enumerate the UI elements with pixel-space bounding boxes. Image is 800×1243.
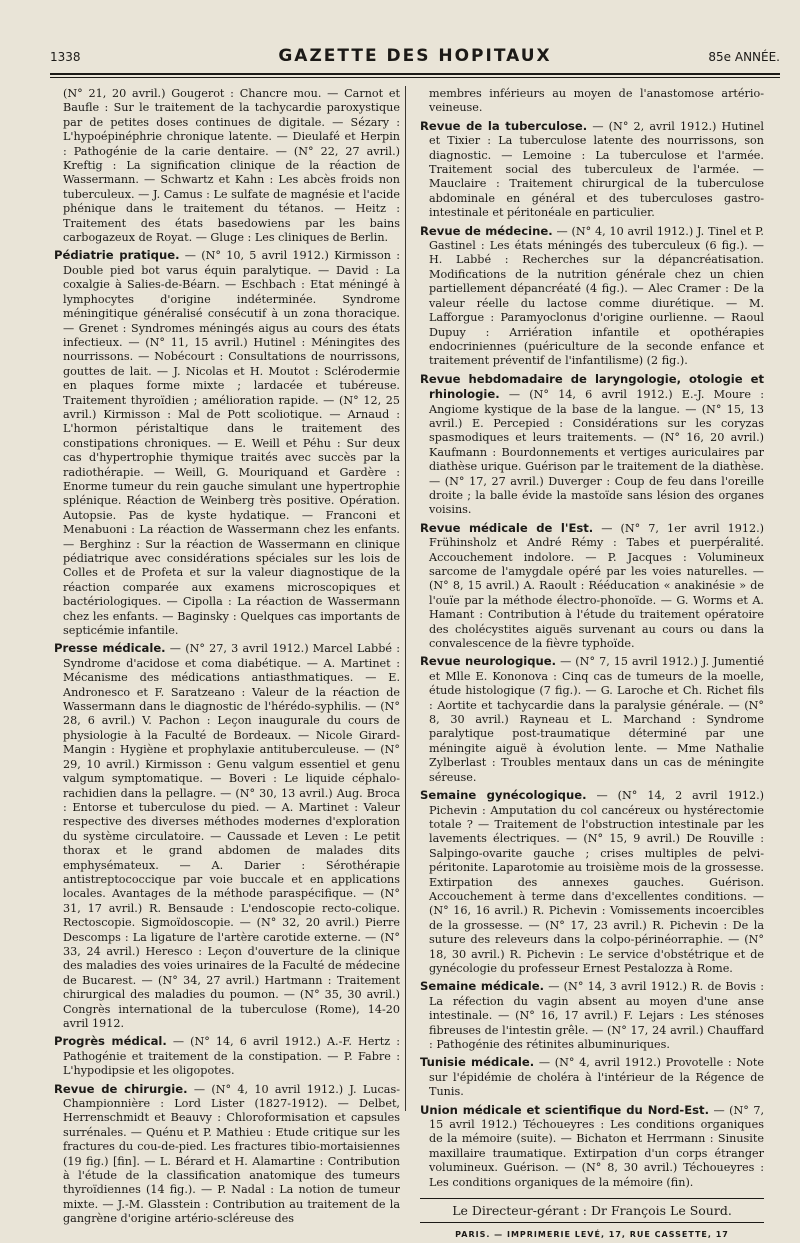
journal-name: Semaine médicale.: [420, 979, 545, 994]
journal-name: Union médicale et scientifique du Nord-Est.: [420, 1102, 709, 1117]
entry: [420, 86, 764, 116]
entry-text: — (N° 2, avril 1912.) Hutinel et Tixier : La tuberculose latente des nourrissons, son diagnostic. — Lemoine : La tuberculose et l'armée. Traitement social des tuberculeux de l'armée. — Mauclaire : Traitement chirurgical de la tuberculose abdominale en général et des tuberculoses gastro-intestinale et péritonéale en particulier.: [429, 119, 764, 220]
entry: [420, 788, 764, 976]
entry-text: — (N° 14, 6 avril 1912.) E.-J. Moure : Angiome kystique de la base de la langue. — (N° 15, 13 avril.) E. Percepied : Considérations sur les coryzas spasmodiques et leurs traitements. — (N° 16, 20 avril.) Kaufmann : Bourdonnements et vertiges auriculaires par diathèse urique. Guérison par le traitement de la diathèse. — (N° 17, 27 avril.) Duverger : Coup de feu dans l'oreille droite ; la balle évide la mastoïde sans lésion des organes voisins.: [429, 388, 764, 517]
entry: [420, 654, 764, 785]
journal-name: Revue de la tuberculose.: [420, 118, 588, 133]
entry-text: — (N° 14, 6 avril 1912.) A.-F. Hertz : Pathogénie et traitement de la constipation. — P. Fabre : L'hypodipsie et les oligopotes.: [63, 1035, 400, 1078]
journal-name: Revue hebdomadaire de laryngologie, otologie et rhinologie.: [420, 371, 764, 402]
entry-text: — (N° 4, 10 avril 1912.) J. Tinel et P. Gastinel : Les états méningés des tuberculeux (6 fig.). — H. Labbé : Recherches sur la dépancréatisation. Modifications de la nutrition générale chez un chien partiellement dépancréaté (4 fig.). — Alec Cramer : De la valeur réelle du lactose comme diurétique. — M. Lafforgue : Paramyoclonus d'origine ourlienne. — Raoul Dupuy : Arriération infantile et opothérapies endocriniennes (puériculture de la seconde enfance et traitement préventif de l'infantilisme) (2 fig.).: [429, 224, 764, 368]
footer-rule-bottom: [420, 1222, 764, 1223]
entry: [420, 979, 764, 1052]
journal-name: Pédiatrie pratique.: [54, 248, 180, 263]
entry: [420, 521, 764, 652]
entry-text: — (N° 7, 15 avril 1912.) Téchoueyres : Les conditions organiques de la mémoire (suite). — Bichaton et Herrmann : Sinusite maxillaire traumatique. Extirpation d'un corps étranger volumineux. Guérison. — (N° 8, 30 avril.) Téchoueyres : Les conditions organiques de la mémoire (fin).: [429, 1103, 765, 1189]
right-column: [420, 86, 764, 1243]
entry-text: — (N° 7, 15 avril 1912.) J. Jumentié et Mlle E. Kononova : Cinq cas de tumeurs de la moelle, étude histologique (7 fig.). — G. Laroche et Ch. Richet fils : Aortite et tachycardie dans la paralysie générale. — (N° 8, 30 avril.) Rayneau et L. Marchand : Syndrome paralytique post-traumatique déterminé par une méningite aiguë à évolution lente. — Mme Nathalie Zylberlast : Troubles mentaux dans un cas de méningite séreuse.: [429, 655, 764, 784]
entry-text: — (N° 14, 2 avril 1912.) Pichevin : Amputation du col cancéreux ou hystérectomie totale ? — Traitement de l'obstruction intestinale par les lavements électriques. — (N° 15, 9 avril.) De Rouville : Salpingo-ovarite gauche ; crises multiples de pelvi-péritonite. Laparotomie au troisième mois de la grossesse. Extirpation des annexes gauches. Guérison. Accouchement à terme dans d'excellentes conditions. — (N° 16, 16 avril.) R. Pichevin : Vomissements incoercibles de la grossesse. — (N° 17, 23 avril.) R. Pichevin : De la suture des releveurs dans la colpo-périnéorraphie. — (N° 18, 30 avril.) R. Pichevin : Le service d'obstétrique et de gynécologie du professeur Ernest Pestalozza à Rome.: [429, 789, 764, 975]
journal-name: Revue médicale de l'Est.: [420, 520, 594, 535]
journal-name: Presse médicale.: [54, 641, 166, 656]
journal-name: Revue de médecine.: [420, 223, 553, 238]
entry: [420, 1055, 764, 1099]
journal-name: Revue de chirurgie.: [54, 1081, 188, 1096]
entry-text: — (N° 14, 3 avril 1912.) R. de Bovis : La réfection du vagin absent au moyen d'une anse intestinale. — (N° 16, 17 avril.) F. Lejars : Les sténoses fibreuses de l'intestin grêle. — (N° 17, 24 avril.) Chauffard : Pathogénie des rétinites albuminuriques.: [429, 980, 765, 1051]
entry: [54, 1034, 400, 1078]
entry: [420, 224, 764, 369]
footer-rule: [420, 1198, 764, 1199]
entry: [54, 641, 400, 1031]
entry-text: membres inférieurs au moyen de l'anastomose artério-veineuse.: [429, 87, 764, 115]
page-number: 1338: [50, 50, 81, 64]
journal-name: Semaine gynécologique.: [420, 788, 587, 803]
volume-year: 85e ANNÉE.: [708, 50, 780, 64]
director-signature: Le Directeur-gérant : Dr François Le Sourd.: [452, 1203, 732, 1219]
journal-name: Tunisie médicale.: [420, 1055, 535, 1070]
header-rule-thin: [50, 77, 780, 78]
entry-text: — (N° 4, avril 1912.) Provotelle : Note sur l'épidémie de choléra à l'intérieur de la Régence de Tunis.: [429, 1056, 765, 1099]
entry: [54, 1082, 400, 1227]
journal-title: GAZETTE DES HOPITAUX: [278, 46, 552, 66]
entry-text: — (N° 7, 1er avril 1912.) Frühinsholz et André Rémy : Tabes et puerpéralité. Accouchement indolore. — P. Jacques : Volumineux sarcome de l'amygdale opéré par les voies naturelles. — (N° 8, 15 avril.) A. Raoult : Rééducation « anakinésie » de l'ouïe par la méthode électro-phonoïde. — G. Worms et A. Hamant : Contribution à l'étude du traitement opératoire des cholécystites aiguës survenant au cours ou dans la convalescence de la fièvre typhoïde.: [429, 521, 765, 651]
entry-text: (N° 21, 20 avril.) Gougerot : Chancre mou. — Carnot et Baufle : Sur le traitement de la tachycardie paroxystique par de petites doses continues de digitale. — Sézary : L'hypoépinéphrie chronique latente. — Dieulafé et Herpin : Pathogénie de la carie dentaire. — (N° 22, 27 avril.) Kreftig : La signification clinique de la réaction de Wassermann. — Schwartz et Kahn : Les abcès froids non tuberculeux. — J. Camus : Le sulfate de magnésie et l'acide phénique dans le traitement du tétanos. — Heitz : Traitement des états basedowiens par les bains carbogazeux de Royat. — Gluge : Les cliniques de Berlin.: [63, 87, 400, 245]
page-header: [50, 46, 780, 70]
header-rule: [50, 73, 780, 75]
journal-name: Progrès médical.: [54, 1034, 167, 1049]
entry: [54, 86, 400, 245]
entry-text: — (N° 10, 5 avril 1912.) Kirmisson : Double pied bot varus équin paralytique. — David : La coxalgie à Salies-de-Béarn. — Eschbach : Etat méningé à lymphocytes d'origine indéterminée. Syndrome méningitique généralisé consécutif à un zona thoracique. — Grenet : Syndromes méningés aigus au cours des états infectieux. — (N° 11, 15 avril.) Hutinel : Méningites des nourrissons. — Nobécourt : Consultations de nourrissons, gouttes de lait. — J. Nicolas et H. Moutot : Sclérodermie en plaques forme mixte ; lardacée et tubéreuse. Traitement thyroïdien ; amélioration rapide. — (N° 12, 25 avril.) Kirmisson : Mal de Pott scoliotique. — Arnaud : L'hormon péristaltique dans le traitement des constipations chroniques. — E. Weill et Péhu : Sur deux cas d'hypertrophie thymique traités avec succès par la radiothérapie. — Weill, G. Mouriquand et Gardère : Enorme tumeur du rein gauche simulant une hypertrophie splénique. Réaction de Weinberg très positive. Opération. Autopsie. Pas de kyste hydatique. — Franconi et Menabuoni : La réaction de Wassermann chez les enfants. — Berghinz : Sur la réaction de Wassermann en clinique pédiatrique avec considérations spéciales sur les lois de Colles et de Profeta et sur la valeur diagnostique de la réaction comparée aux examens microscopiques et bactériologiques. — Cipolla : La réaction de Wassermann chez les enfants. — Baginsky : Quelques cas importants de septicémie infantile.: [63, 249, 400, 638]
printer-imprint: PARIS. — IMPRIMERIE LEVÉ, 17, RUE CASSETTE, 17: [455, 1230, 729, 1240]
column-divider: [405, 86, 406, 1111]
entry-text: — (N° 4, 10 avril 1912.) J. Lucas-Championnière : Lord Lister (1827-1912). — Delbet, Herrenschmidt et Beauvy : Chloroformisation et capsules surrénales. — Quénu et P. Mathieu : Etude critique sur les fractures du cou-de-pied. Les fractures tibio-mortaisiennes (19 fig.) [fin]. — L. Bérard et H. Alamartine : Contribution à l'étude de la classification anatomique des tumeurs thyroïdiennes (14 fig.). — P. Nadal : La notion de tumeur mixte. — J.-M. Glasstein : Contribution au traitement de la gangrène d'origine artério-scléreuse des: [63, 1082, 401, 1226]
entry-text: — (N° 27, 3 avril 1912.) Marcel Labbé : Syndrome d'acidose et coma diabétique. — A. Martinet : Mécanisme des médications antiasthmatiques. — E. Andronesco et F. Saratzeano : Valeur de la réaction de Wassermann dans le diagnostic de l'hérédo-syphilis. — (N° 28, 6 avril.) V. Pachon : Leçon inaugurale du cours de physiologie à la Faculté de Bordeaux. — Nicole Girard-Mangin : Hygiène et prophylaxie antituberculeuse. — (N° 29, 10 avril.) Kirmisson : Genu valgum essentiel et genu valgum symptomatique. — Boveri : Le liquide céphalo-rachidien dans la pellagre. — (N° 30, 13 avril.) Aug. Broca : Entorse et tuberculose du pied. — A. Martinet : Valeur respective des diverses méthodes modernes d'exploration du système circulatoire. — Caussade et Leven : Le petit thorax et le grand abdomen de malades dits emphysémateux. — A. Darier : Sérothérapie antistreptococcique par voie buccale et en applications locales. Avantages de la méthode paraspécifique. — (N° 31, 17 avril.) R. Bensaude : L'endoscopie recto-colique. Rectoscopie. Sigmoïdoscopie. — (N° 32, 20 avril.) Pierre Descomps : La ligature de l'artère carotide externe. — (N° 33, 24 avril.) Heresco : Leçon d'ouverture de la clinique des maladies des voies urinaires de la Faculté de médecine de Bucarest. — (N° 34, 27 avril.) Hartmann : Traitement chirurgical des maladies du poumon. — (N° 35, 30 avril.) Congrès international de la tuberculose (Rome), 14-20 avril 1912.: [63, 642, 400, 1030]
entry: [420, 372, 764, 518]
entry: [420, 1103, 764, 1190]
left-column: [54, 86, 400, 1230]
entry: [54, 248, 400, 638]
journal-name: Revue neurologique.: [420, 654, 557, 669]
entry: [420, 119, 764, 221]
